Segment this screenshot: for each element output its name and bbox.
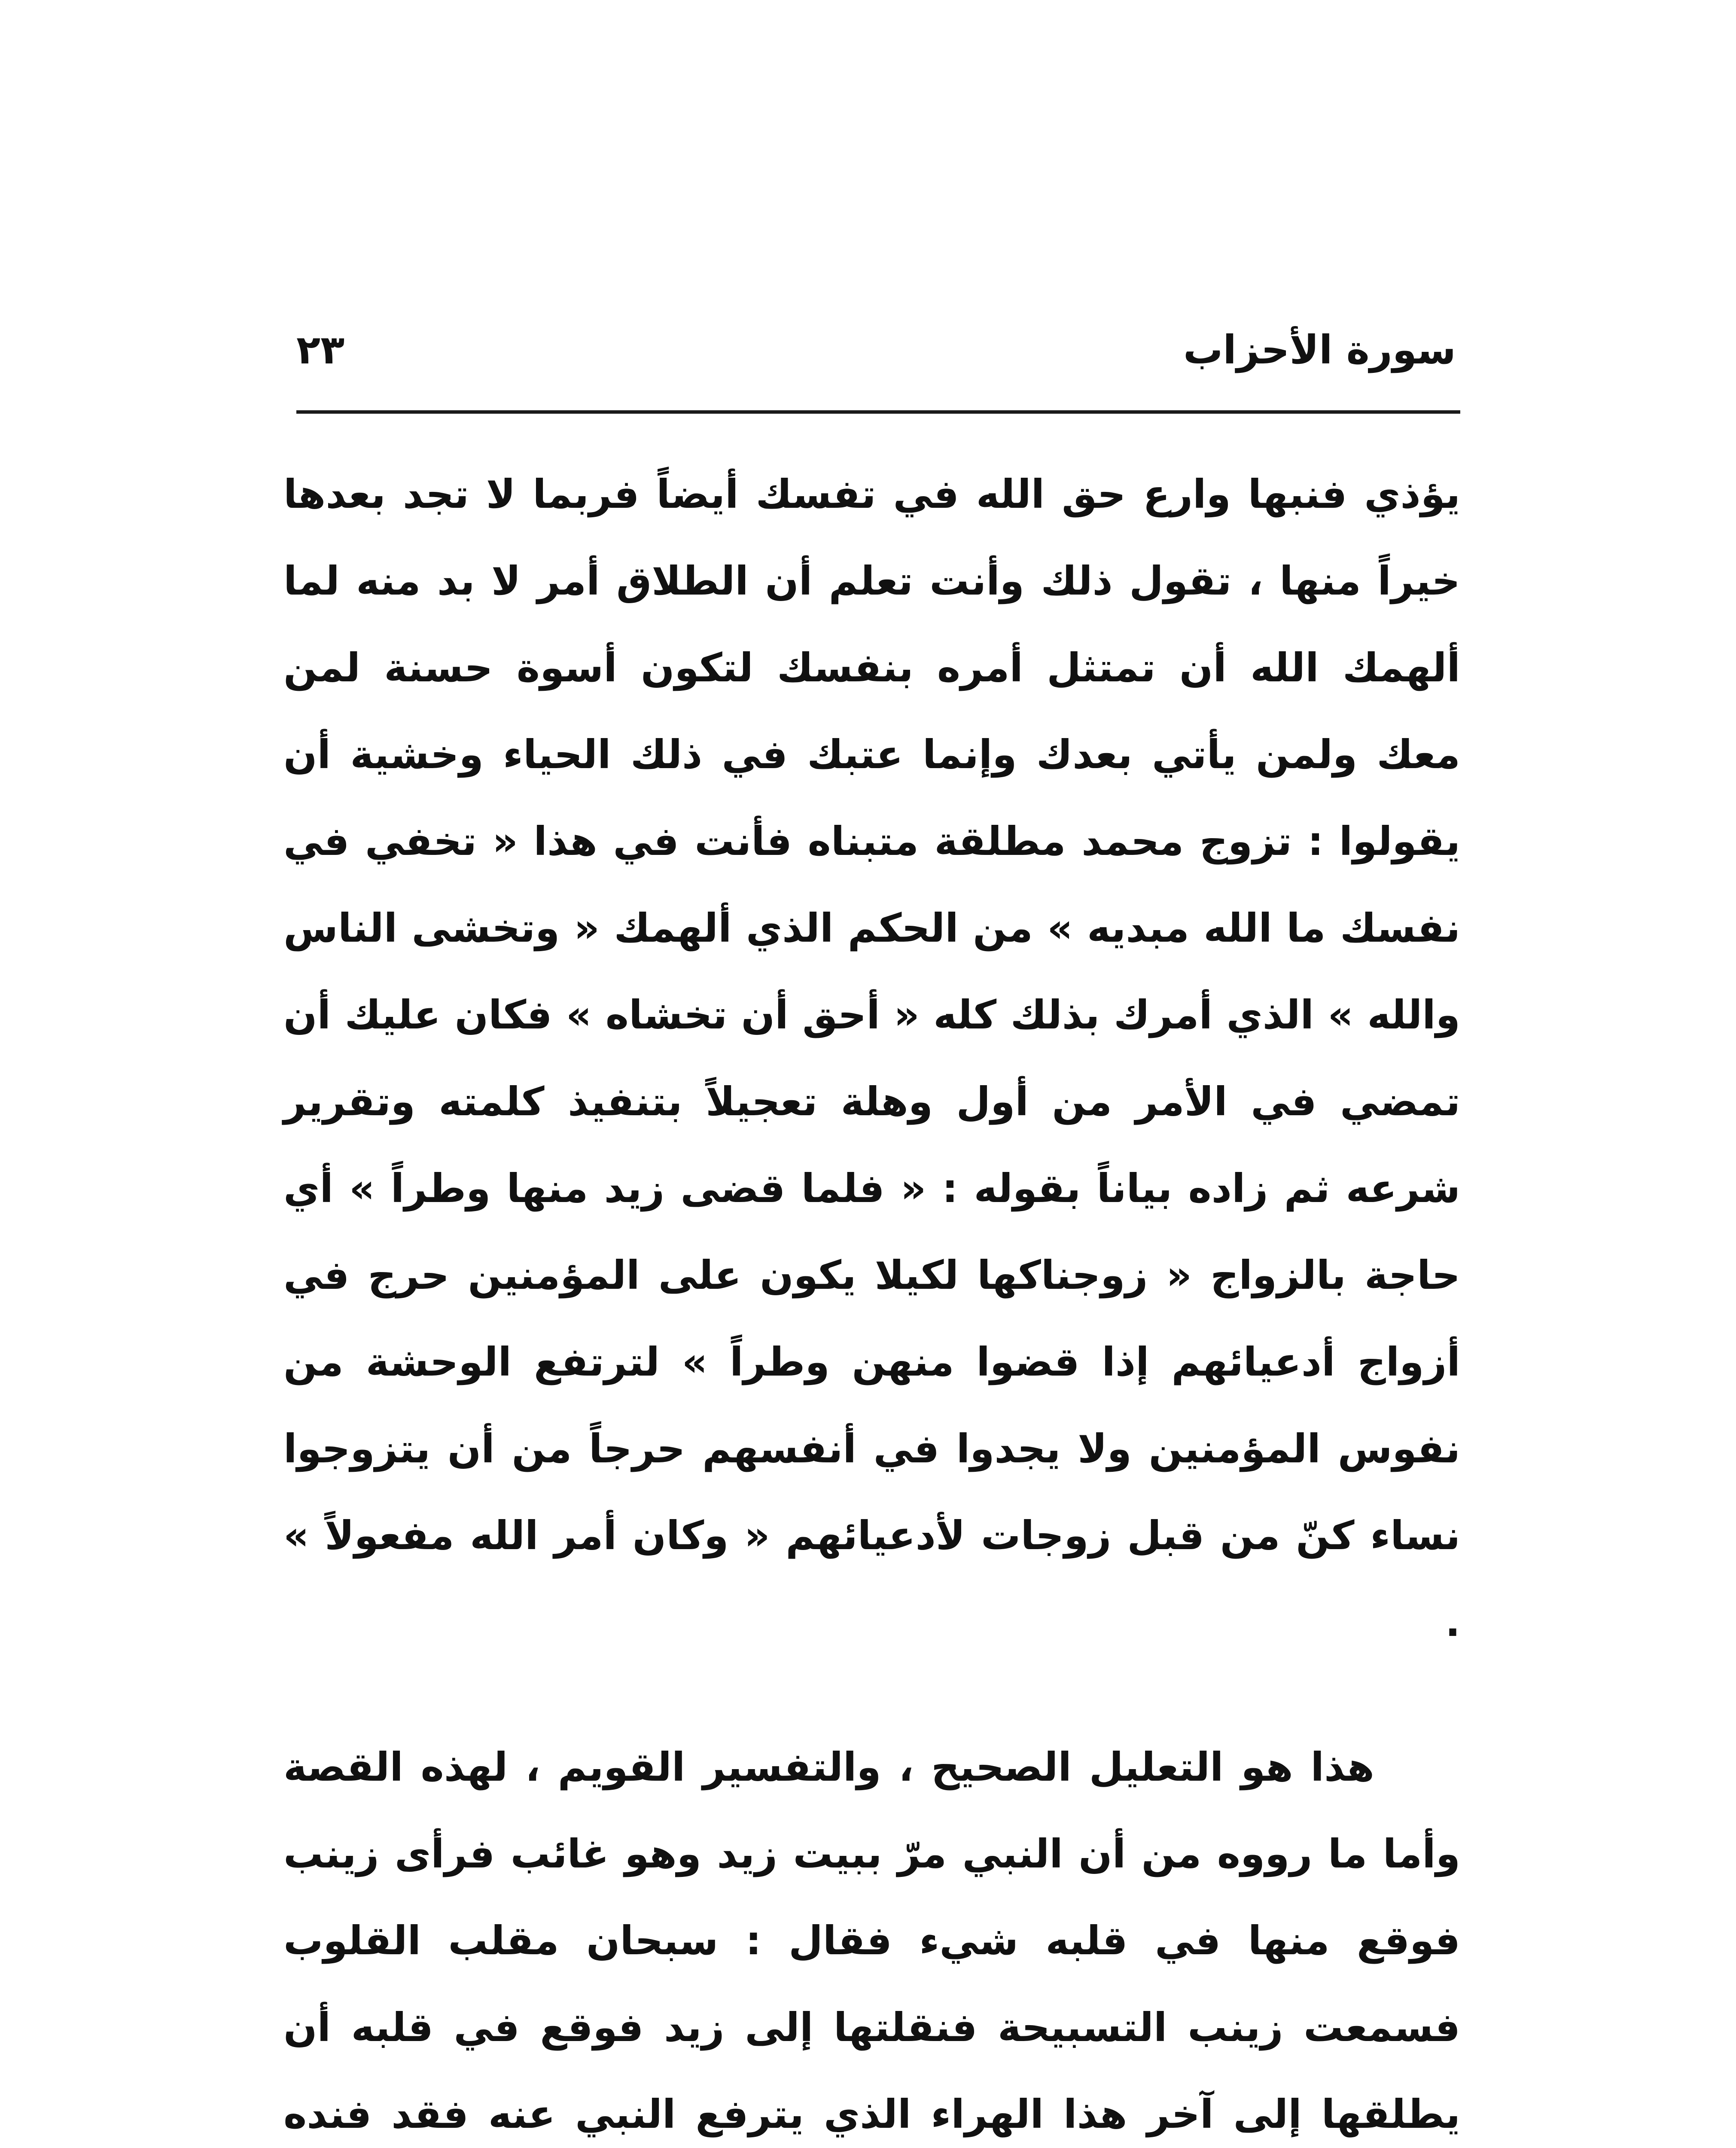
paragraph-1: يؤذي فنبها وارع حق الله في تفسك أيضاً فربما لا تجد بعدها خيراً منها ، تقول ذلك وأنت تعلم أن الطلاق أمر لا بد منه لما ألهمك الله أن تمتثل أمره بنفسك لتكون أسوة حسنة لمن معك ولمن يأتي بعدك وإنما عتبك في ذلك الحياء وخشية أن يقولوا : تزوج محمد مطلقة متبناه فأنت في هذا « تخفي في نفسك ما الله مبديه » من الحكم الذي ألهمك « وتخشى الناس والله » الذي أمرك بذلك كله « أحق أن تخشاه » فكان عليك أن تمضي في الأمر من أول وهلة تعجيلاً بتنفيذ كلمته وتقرير شرعه ثم زاده بياناً بقوله : « فلما قضى زيد منها وطراً » أي حاجة بالزواج « زوجناكها لكيلا يكون على المؤمنين حرج في أزواج أدعيائهم إذا قضوا منهن وطراً » لترتفع الوحشة من نفوس المؤمنين ولا يجدوا في أنفسهم حرجاً من أن يتزوجوا نساء كنّ من قبل زوجات لأدعيائهم « وكان أمر الله مفعولاً » . — [283, 471, 1460, 1645]
header-divider — [296, 410, 1460, 414]
chapter-title: سورة الأحزاب — [1183, 327, 1456, 373]
page-body — [283, 451, 1460, 2148]
paragraph-2: هذا هو التعليل الصحيح ، والتفسير القويم ، لهذه القصة وأما ما رووه من أن النبي مرّ ببيت زيد وهو غائب فرأى زينب فوقع منها في قلبه شيء فقال : سبحان مقلب القلوب فسمعت زينب التسبيحة فنقلتها إلى زيد فوقع في قلبه أن يطلقها إلى آخر هذا الهراء الذي يترفع النبي عنه فقد فنده — [283, 1744, 1460, 2137]
page-number: ٢٣ — [296, 327, 345, 373]
page-header — [296, 318, 1456, 382]
